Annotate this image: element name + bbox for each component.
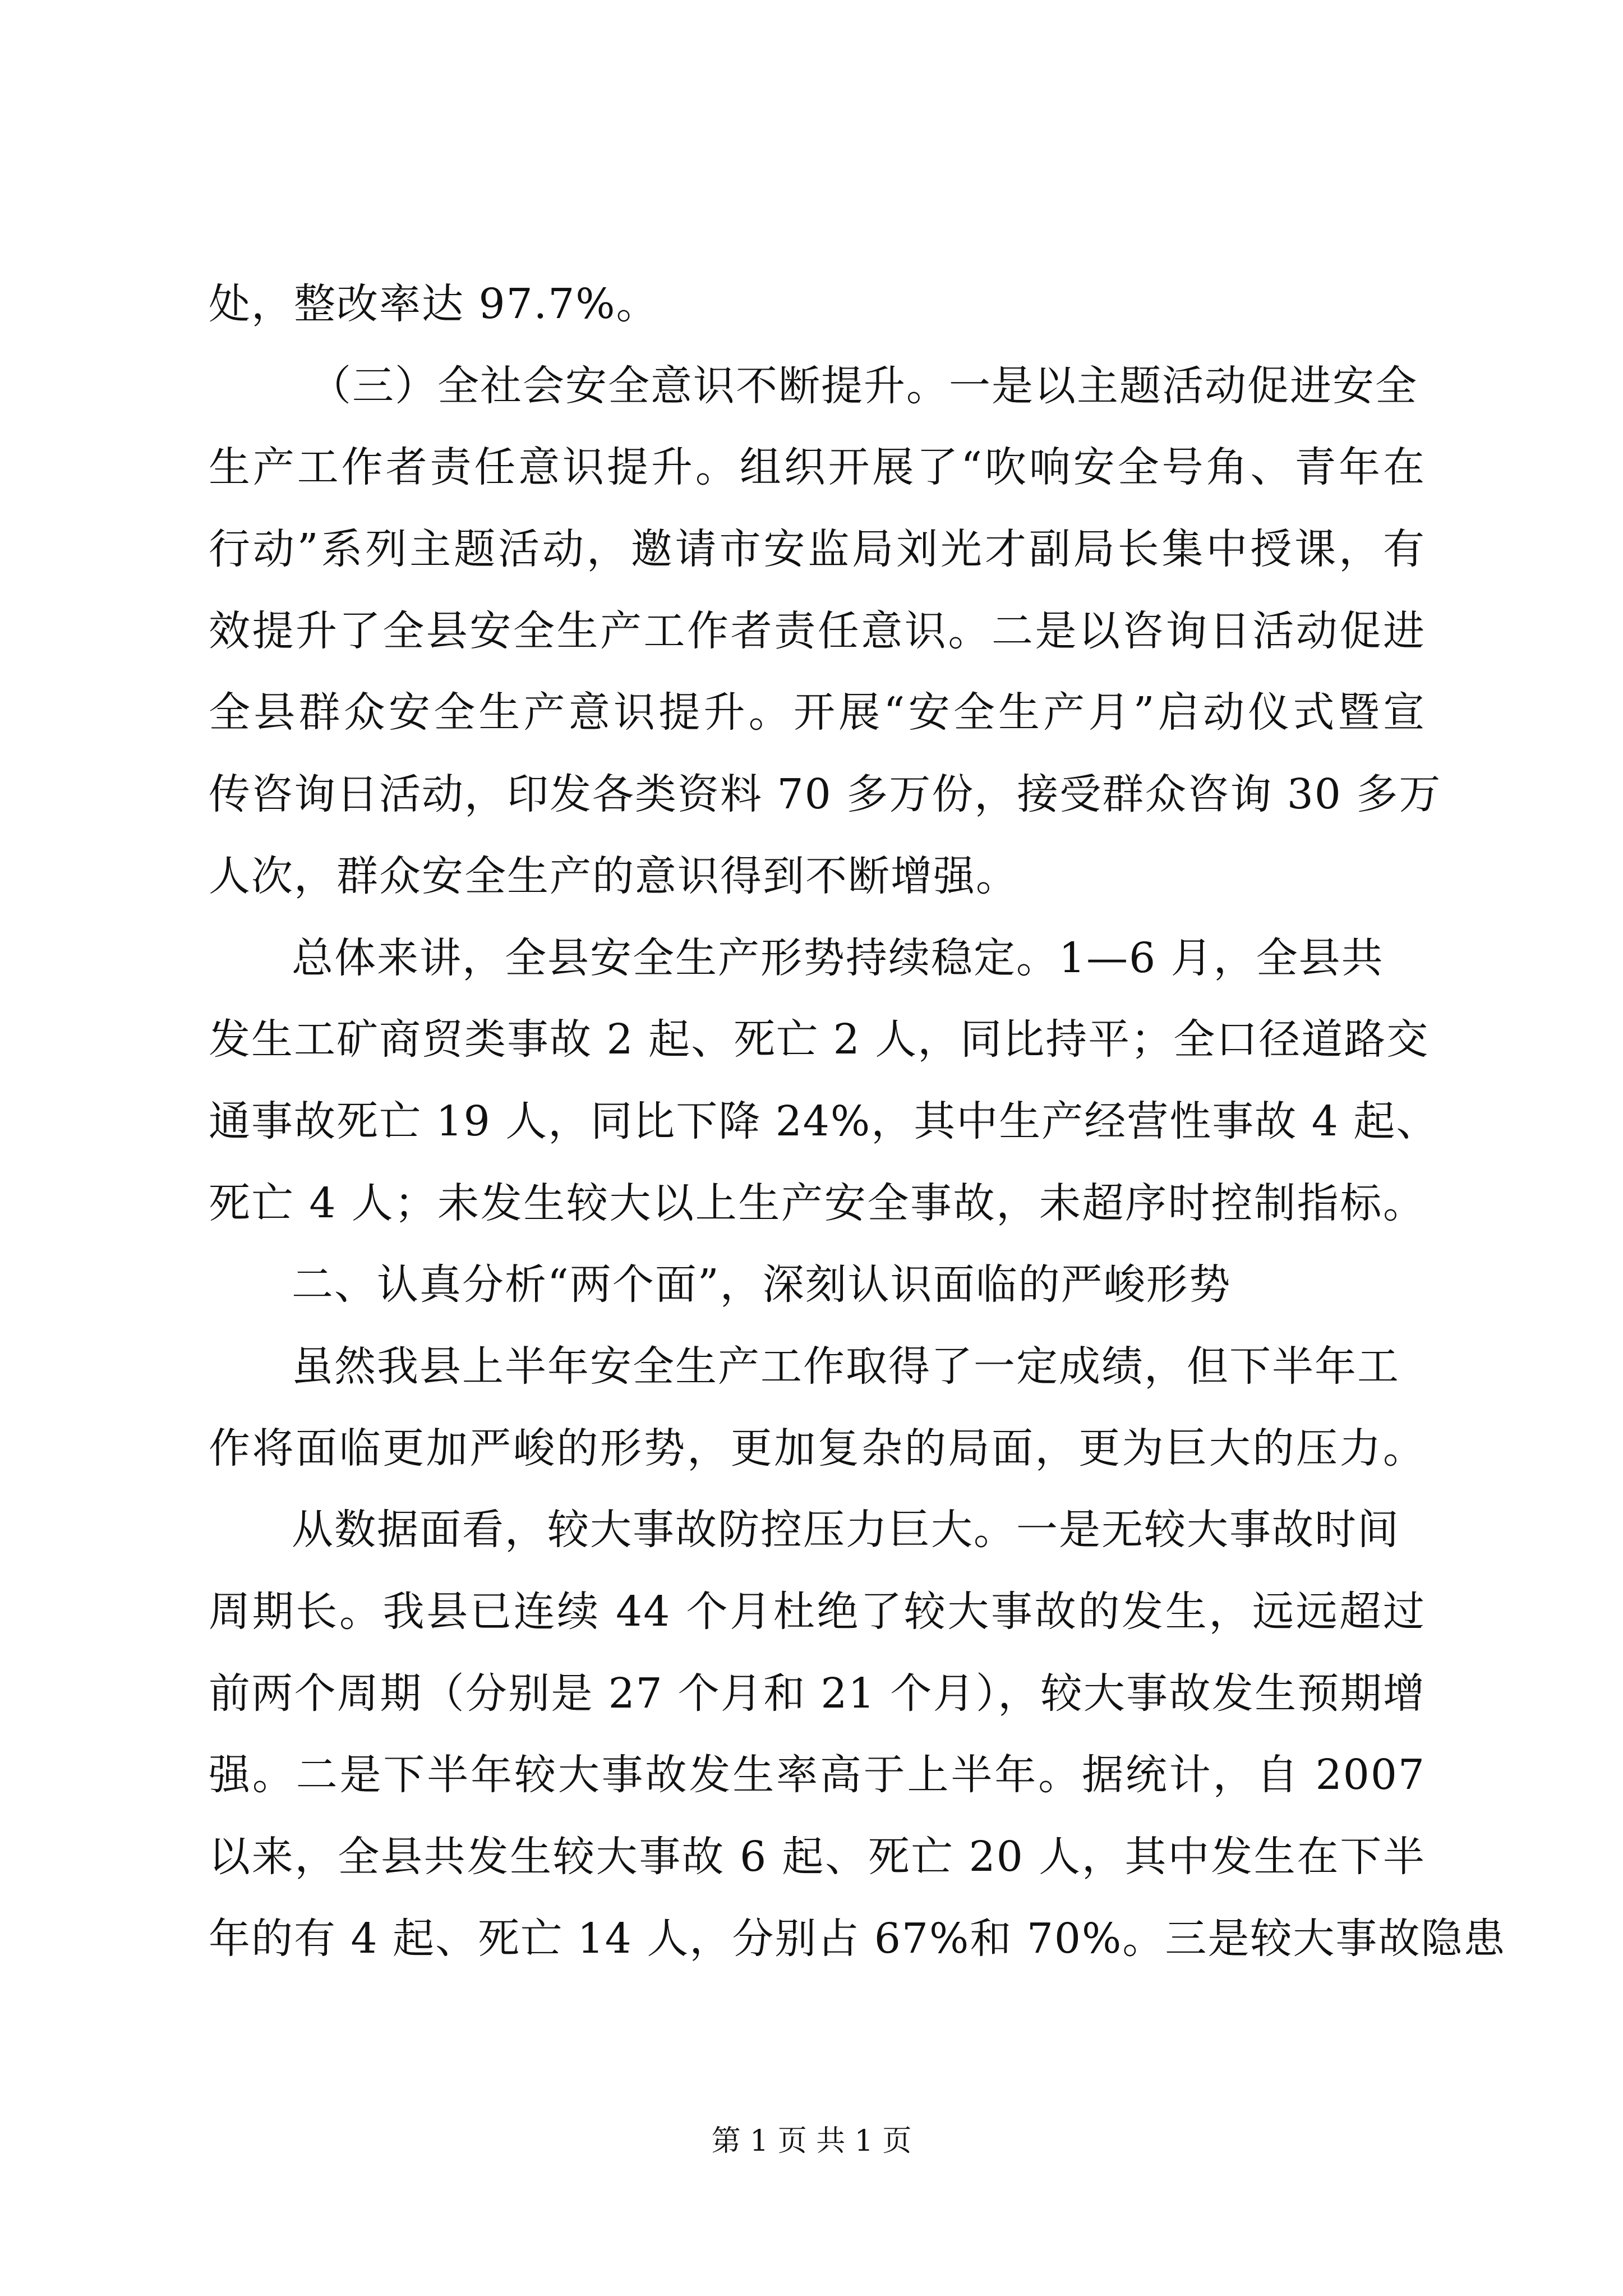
text-line: 从数据面看，较大事故防控压力巨大。一是无较大事故时间 <box>292 1506 1400 1554</box>
text-line: 死亡 4 人；未发生较大以上生产安全事故，未超序时控制指标。 <box>209 1179 1426 1227</box>
text-line: 通事故死亡 19 人，同比下降 24%，其中生产经营性事故 4 起、 <box>209 1097 1439 1145</box>
text-line: 以来，全县共发生较大事故 6 起、死亡 20 人，其中发生在下半 <box>209 1833 1426 1881</box>
text-line: 效提升了全县安全生产工作者责任意识。二是以咨询日活动促进 <box>209 606 1426 655</box>
text-line: 周期长。我县已连续 44 个月杜绝了较大事故的发生，远远超过 <box>209 1588 1426 1636</box>
text-line: 处，整改率达 97.7%。 <box>209 280 659 328</box>
text-line: 传咨询日活动，印发各类资料 70 多万份，接受群众咨询 30 多万 <box>209 770 1442 819</box>
text-line: 年的有 4 起、死亡 14 人，分别占 67%和 70%。三是较大事故隐患 <box>209 1914 1506 1963</box>
text-line: 生产工作者责任意识提升。组织开展了“吹响安全号角、青年在 <box>209 443 1426 492</box>
body-text <box>209 264 1506 1980</box>
text-line: 发生工矿商贸类事故 2 起、死亡 2 人，同比持平；全口径道路交 <box>209 1015 1430 1064</box>
text-line: 前两个周期（分别是 27 个月和 21 个月），较大事故发生预期增 <box>209 1669 1426 1718</box>
text-line: 行动”系列主题活动，邀请市安监局刘光才副局长集中授课，有 <box>209 525 1426 574</box>
page-footer: 第 1 页 共 1 页 <box>711 2124 912 2158</box>
text-line: （三）全社会安全意识不断提升。一是以主题活动促进安全 <box>310 361 1418 410</box>
text-line: 作将面临更加严峻的形势，更加复杂的局面，更为巨大的压力。 <box>209 1424 1426 1473</box>
text-line: 人次，群众安全生产的意识得到不断增强。 <box>209 852 1018 900</box>
text-line: 强。二是下半年较大事故发生率高于上半年。据统计，自 2007 <box>209 1751 1426 1800</box>
text-line: 虽然我县上半年安全生产工作取得了一定成绩，但下半年工 <box>292 1342 1400 1391</box>
text-line: 全县群众安全生产意识提升。开展“安全生产月”启动仪式暨宣 <box>209 688 1426 737</box>
text-line: 总体来讲，全县安全生产形势持续稳定。1—6 月，全县共 <box>292 933 1384 982</box>
section-heading: 二、认真分析“两个面”，深刻认识面临的严峻形势 <box>292 1260 1232 1309</box>
